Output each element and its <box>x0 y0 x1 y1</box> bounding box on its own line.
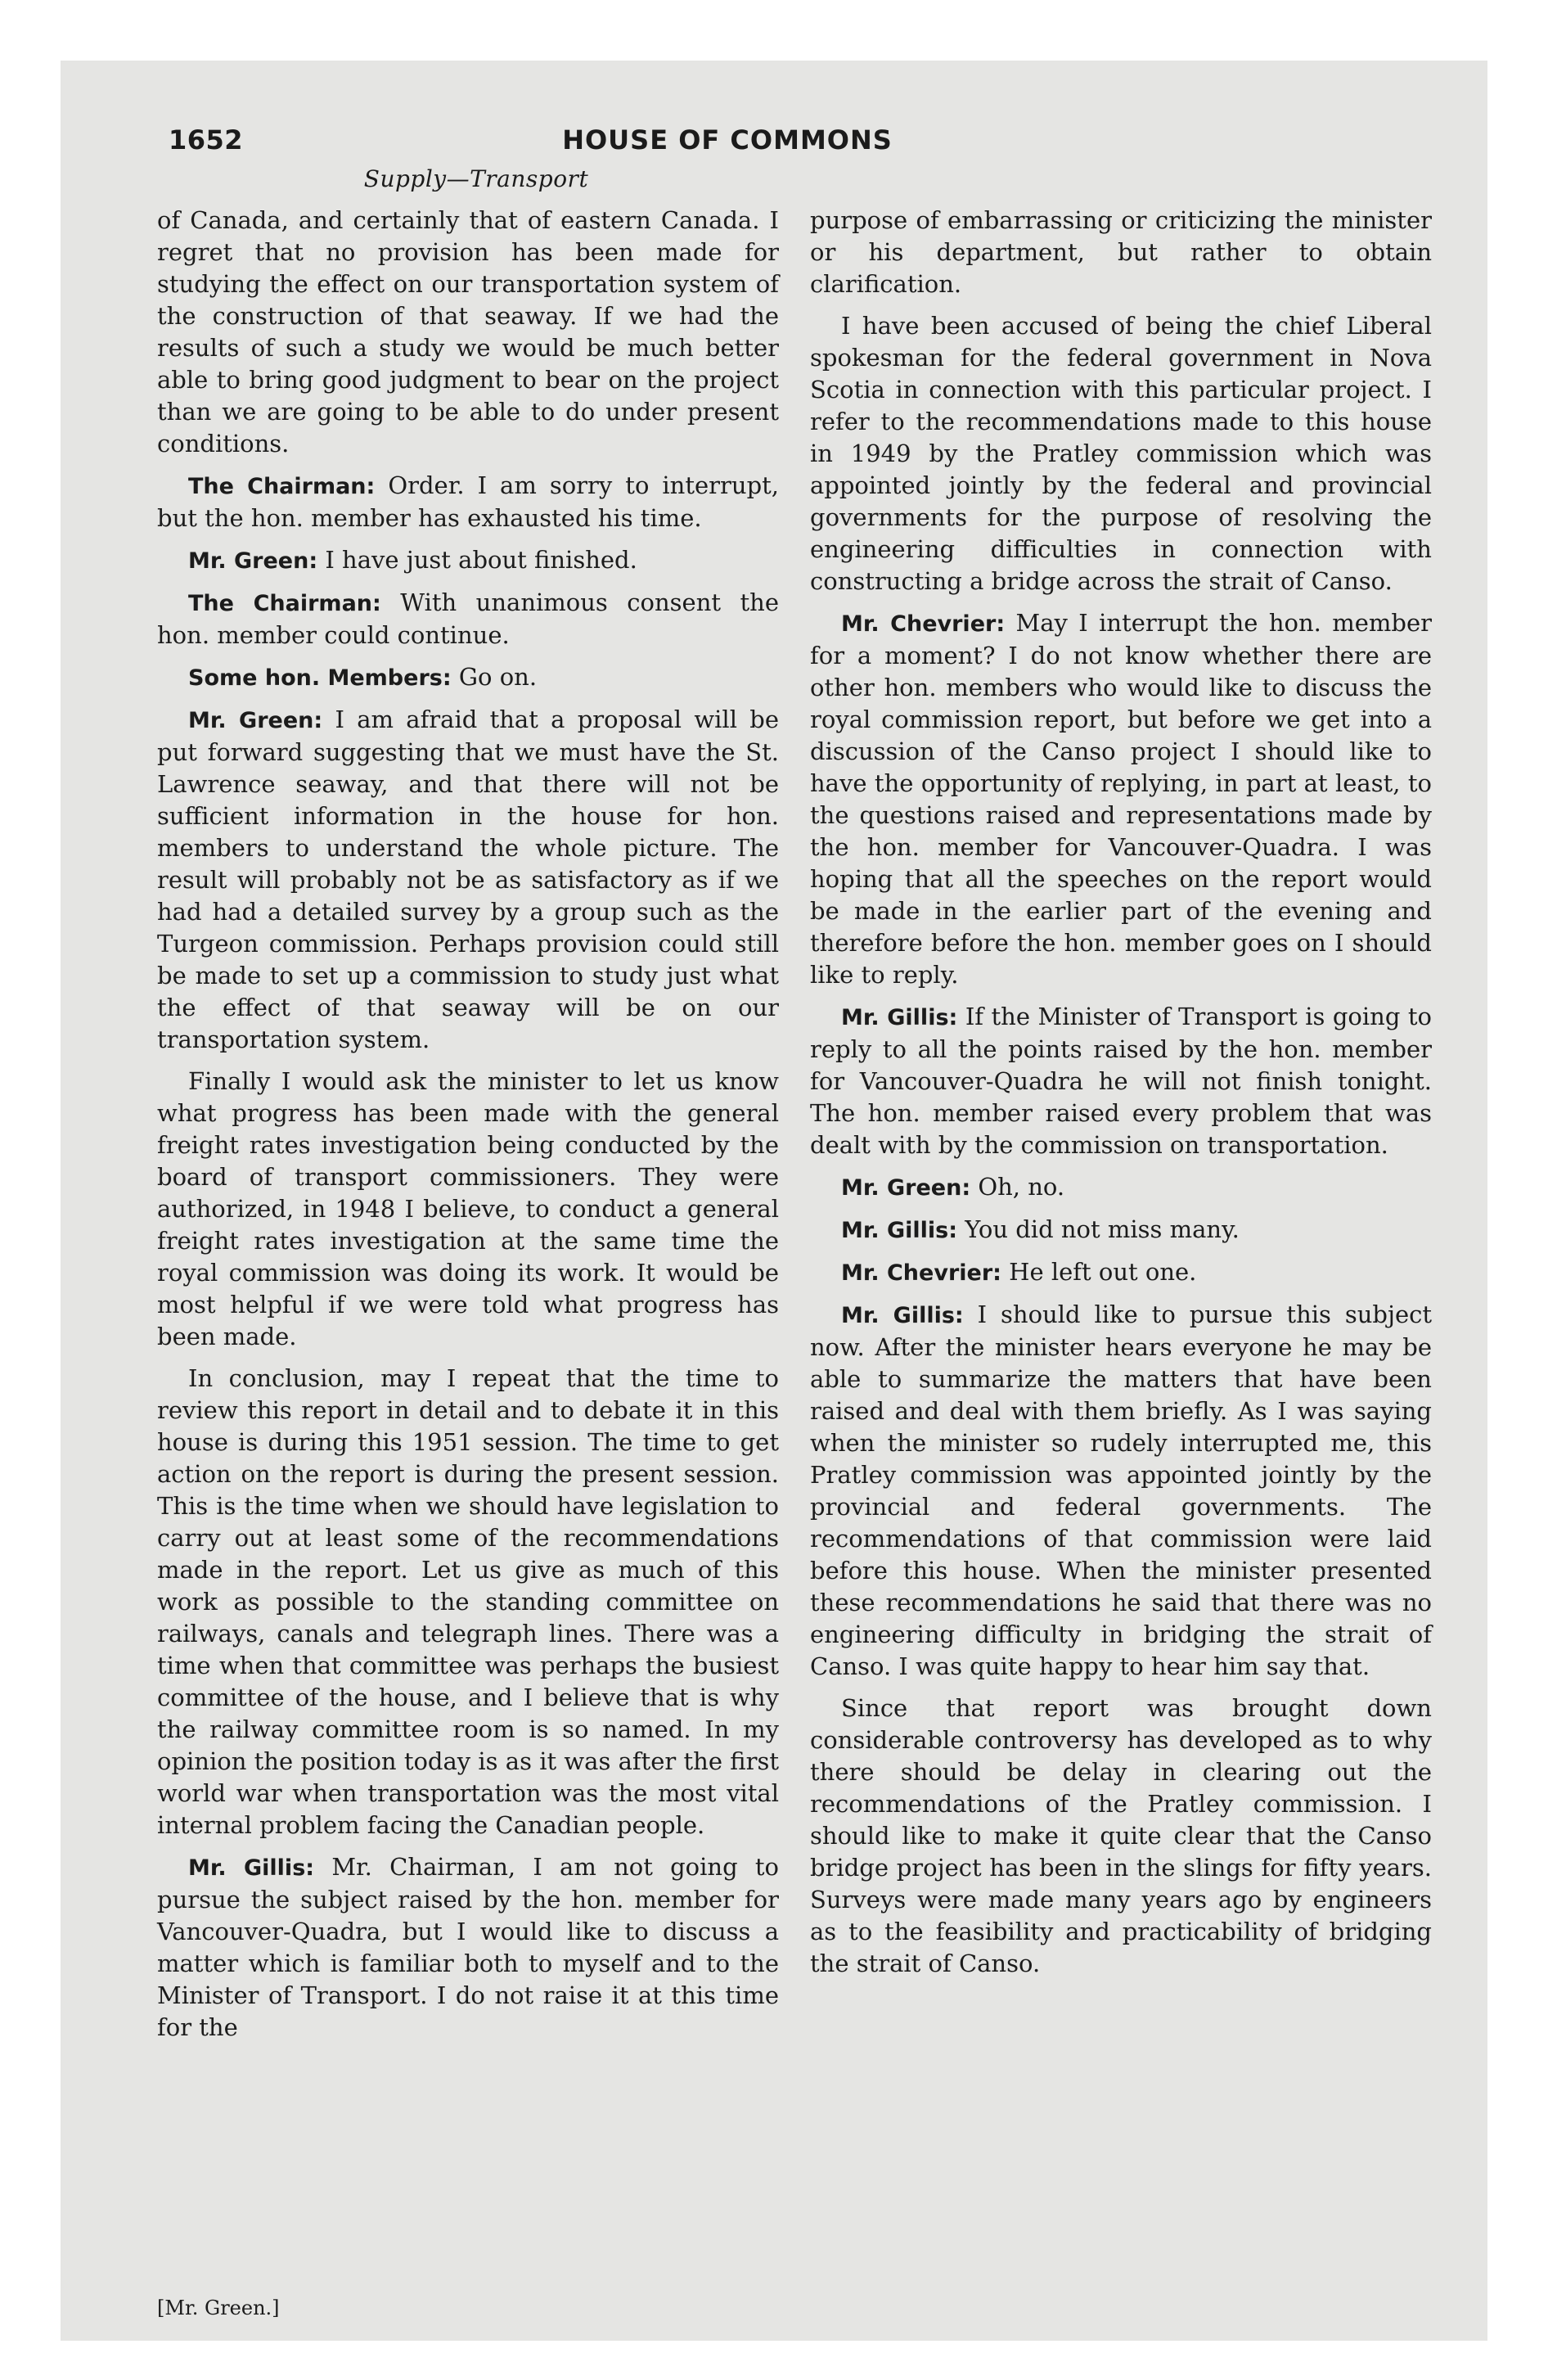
paragraph <box>810 1001 1432 1161</box>
paragraph <box>157 661 779 694</box>
paragraph-text: He left out one. <box>1009 1258 1197 1286</box>
paragraph <box>157 587 779 651</box>
speaker-label: Mr. Gillis: <box>188 1855 315 1881</box>
speaker-label: Mr. Chevrier: <box>841 611 1006 637</box>
paragraph <box>810 607 1432 991</box>
paragraph-text: You did not miss many. <box>965 1215 1240 1243</box>
section-subheading: Supply—Transport <box>363 165 589 192</box>
speaker-label: Mr. Green: <box>188 548 318 574</box>
speaker-label: Mr. Chevrier: <box>841 1260 1001 1286</box>
paragraph-text: If the Minister of Transport is going to reply to all the points raised by the hon. member for Vancouver-Quadra he will not finish tonight. The hon. member raised every problem that was dealt with by the commission on transportation. <box>810 1003 1432 1159</box>
paragraph <box>157 544 779 577</box>
left-column <box>157 205 779 2053</box>
paragraph-text: Mr. Chairman, I am not going to pursue the subject raised by the hon. member for Vancouver-Quadra, but I would like to discuss a matter which is familiar both to myself and to the Minister of Transport. I do not raise it at this time for the <box>157 1853 779 2041</box>
paragraph <box>157 1363 779 1841</box>
paragraph-text: Go on. <box>458 663 538 691</box>
page-number: 1652 <box>169 124 244 156</box>
page-header <box>100 124 1286 165</box>
paragraph <box>157 205 779 460</box>
paragraph-text: of Canada, and certainly that of eastern Canada. I regret that no provision has been made for studying the effect on our transportation system of the construction of that seaway. If we had the results of such a study we would be much better able to bring good judgment to bear on the project than we are going to be able to do under present conditions. <box>157 206 779 458</box>
speaker-label: Mr. Green: <box>841 1175 971 1201</box>
speaker-label: The Chairman: <box>188 474 376 499</box>
paragraph <box>810 1299 1432 1683</box>
speaker-label: Some hon. Members: <box>188 665 452 691</box>
footer-speaker-note: [Mr. Green.] <box>157 2297 280 2319</box>
paragraph <box>810 205 1432 300</box>
paragraph <box>810 310 1432 597</box>
paragraph <box>810 1693 1432 1980</box>
paragraph-text: Finally I would ask the minister to let us know what progress has been made with the general freight rates investigation being conducted by the board of transport commissioners. They were authorized, in 1948 I believe, to conduct a general freight rates investigation at the same time the royal commission was doing its work. It would be most helpful if we were told what progress has been made. <box>157 1067 779 1350</box>
right-column <box>810 205 1432 1990</box>
paragraph <box>157 704 779 1056</box>
paragraph <box>157 470 779 534</box>
paragraph-text: Oh, no. <box>978 1173 1065 1201</box>
paragraph-text: Order. I am sorry to interrupt, but the hon. member has exhausted his time. <box>157 471 780 532</box>
speaker-label: The Chairman: <box>188 591 381 616</box>
paragraph-text: I have just about finished. <box>325 546 637 574</box>
paragraph <box>157 1851 779 2044</box>
paragraph-text: purpose of embarrassing or criticizing the minister or his department, but rather to obtain clarification. <box>810 206 1432 298</box>
speaker-label: Mr. Green: <box>188 708 323 733</box>
paragraph <box>810 1256 1432 1289</box>
paragraph-text: In conclusion, may I repeat that the time to review this report in detail and to debate it in this house is during this 1951 session. The time to get action on the report is during the present session. This is the time when we should have legislation to carry out at least some of the recommendations made in the report. Let us give as much of this work as possible to the standing committee on railways, canals and telegraph lines. There was a time when that committee was perhaps the busiest committee of the house, and I believe that is why the railway committee room is so named. In my opinion the position today is as it was after the first world war when transportation was the most vital internal problem facing the Canadian people. <box>157 1364 779 1839</box>
paragraph-text: May I interrupt the hon. member for a moment? I do not know whether there are other hon. members who would like to discuss the royal commission report, but before we get into a discussion of the Canso project I should like to have the opportunity of replying, in part at least, to the questions raised and representations made by the hon. member for Vancouver-Quadra. I was hoping that all the speeches on the report would be made in the earlier part of the evening and therefore before the hon. member goes on I should like to reply. <box>810 609 1433 989</box>
speaker-label: Mr. Gillis: <box>841 1005 958 1030</box>
paragraph <box>810 1171 1432 1204</box>
paragraph-text: I am afraid that a proposal will be put forward suggesting that we must have the St. Lawrence seaway, and that there will not be sufficient information in the house for hon. members to understand the whole picture. The result will probably not be as satisfactory as if we had had a detailed survey by a group such as the Turgeon commission. Perhaps provision could still be made to set up a commission to study just what the effect of that seaway will be on our transportation system. <box>157 705 779 1053</box>
paragraph-text: Since that report was brought down considerable controversy has developed as to why there should be delay in clearing out the recommendations of the Pratley commission. I should like to make it quite clear that the Canso bridge project has been in the slings for fifty years. Surveys were made many years ago by engineers as to the feasibility and practicability of bridging the strait of Canso. <box>810 1694 1432 1977</box>
paragraph-text: With unanimous consent the hon. member could continue. <box>157 588 779 649</box>
paragraph-text: I should like to pursue this subject now. After the minister hears everyone he may be able to summarize the matters that have been raised and deal with them briefly. As I was saying when the minister so rudely interrupted me, this Pratley commission was appointed jointly by the provincial and federal governments. The recommendations of that commission were laid before this house. When the minister presented these recommendations he said that there was no engineering difficulty in bridging the strait of Canso. I was quite happy to hear him say that. <box>810 1300 1433 1680</box>
paragraph <box>157 1066 779 1353</box>
journal-title: HOUSE OF COMMONS <box>562 124 893 156</box>
paragraph-text: I have been accused of being the chief Liberal spokesman for the federal government in Nova Scotia in connection with this particular project. I refer to the recommendations made to this house in 1949 by the Pratley commission which was appointed jointly by the federal and provincial governments for the purpose of resolving the engineering difficulties in connection with constructing a bridge across the strait of Canso. <box>810 312 1432 595</box>
paragraph <box>810 1214 1432 1246</box>
speaker-label: Mr. Gillis: <box>841 1303 964 1328</box>
speaker-label: Mr. Gillis: <box>841 1218 958 1243</box>
